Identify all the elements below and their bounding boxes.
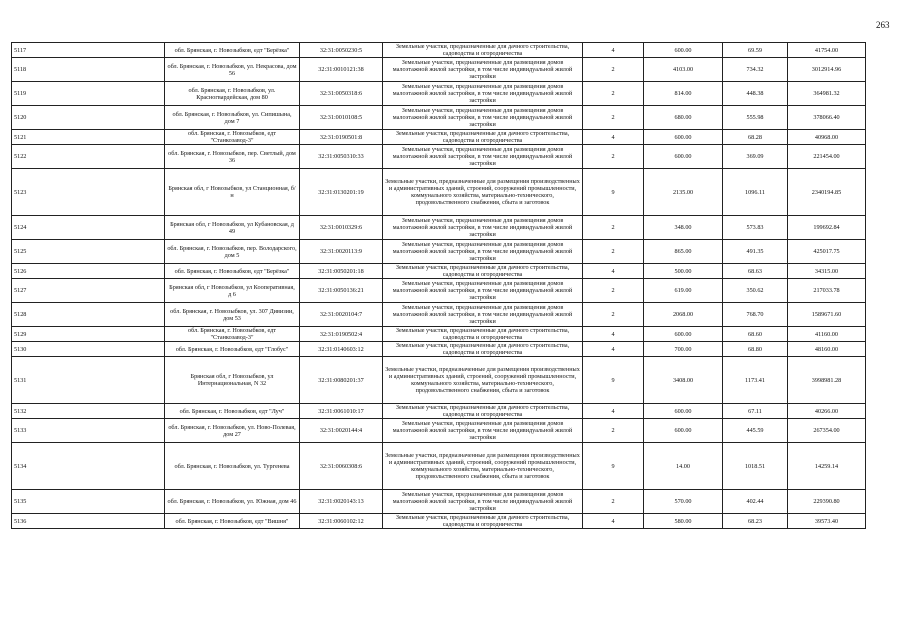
address-cell: обл. Брянская, г. Новозыбков, едт "Берёзка"	[165, 43, 300, 58]
table-row	[12, 342, 866, 357]
area-cell: 14.00	[644, 443, 723, 490]
land-use-cell: Земельные участки, предназначенные для размещения домов малоэтажной жилой застройки, в том числе индивидуальной жилой застройки	[383, 106, 583, 130]
cadastral-number-cell: 32:31:0020143:13	[300, 490, 383, 514]
land-use-cell: Земельные участки, предназначенные для дачного строительства, садоводства и огородничества	[383, 43, 583, 58]
address-cell: обл. Брянская, г. Новозыбков, едт "Берёзка"	[165, 264, 300, 279]
specific-value-cell: 68.60	[723, 327, 788, 342]
table-row	[12, 169, 866, 216]
cadastral-value-cell: 221454.00	[788, 145, 866, 169]
land-use-cell: Земельные участки, предназначенные для дачного строительства, садоводства и огородничества	[383, 514, 583, 529]
cadastral-value-cell: 3998981.28	[788, 357, 866, 404]
address-cell: обл. Брянская, г. Новозыбков, едт "Глобус"	[165, 342, 300, 357]
specific-value-cell: 68.28	[723, 130, 788, 145]
cadastral-value-cell: 364981.32	[788, 82, 866, 106]
category-code-cell: 9	[583, 169, 644, 216]
area-cell: 600.00	[644, 419, 723, 443]
table-row	[12, 216, 866, 240]
specific-value-cell: 402.44	[723, 490, 788, 514]
table-row	[12, 303, 866, 327]
area-cell: 619.00	[644, 279, 723, 303]
cadastral-number-cell: 32:31:0050310:33	[300, 145, 383, 169]
land-registry-table	[11, 42, 866, 529]
cadastral-number-cell: 32:31:0050230:5	[300, 43, 383, 58]
cadastral-value-cell: 229390.80	[788, 490, 866, 514]
cadastral-number-cell: 32:31:0140603:12	[300, 342, 383, 357]
row-number: 5117	[12, 43, 165, 58]
table-row	[12, 357, 866, 404]
land-use-cell: Земельные участки, предназначенные для размещения домов малоэтажной жилой застройки, в том числе индивидуальной жилой застройки	[383, 82, 583, 106]
table-row	[12, 443, 866, 490]
row-number: 5135	[12, 490, 165, 514]
cadastral-number-cell: 32:31:0060102:12	[300, 514, 383, 529]
table-row	[12, 43, 866, 58]
land-use-cell: Земельные участки, предназначенные для размещения домов малоэтажной жилой застройки, в том числе индивидуальной жилой застройки	[383, 58, 583, 82]
area-cell: 500.00	[644, 264, 723, 279]
cadastral-number-cell: 32:31:0050318:6	[300, 82, 383, 106]
cadastral-value-cell: 217033.78	[788, 279, 866, 303]
land-use-cell: Земельные участки, предназначенные для размещения домов малоэтажной жилой застройки, в том числе индивидуальной жилой застройки	[383, 145, 583, 169]
cadastral-value-cell: 378066.40	[788, 106, 866, 130]
specific-value-cell: 1096.11	[723, 169, 788, 216]
land-use-cell: Земельные участки, предназначенные для дачного строительства, садоводства и огородничества	[383, 264, 583, 279]
address-cell: обл. Брянская, г. Новозыбков, ул. Ново-Полевая, дом 27	[165, 419, 300, 443]
cadastral-value-cell: 48160.00	[788, 342, 866, 357]
cadastral-number-cell: 32:31:0010329:6	[300, 216, 383, 240]
cadastral-number-cell: 32:31:0190502:4	[300, 327, 383, 342]
area-cell: 2135.00	[644, 169, 723, 216]
cadastral-number-cell: 32:31:0050136:21	[300, 279, 383, 303]
specific-value-cell: 734.32	[723, 58, 788, 82]
table-row	[12, 240, 866, 264]
row-number: 5121	[12, 130, 165, 145]
specific-value-cell: 491.35	[723, 240, 788, 264]
category-code-cell: 2	[583, 240, 644, 264]
category-code-cell: 2	[583, 216, 644, 240]
specific-value-cell: 68.63	[723, 264, 788, 279]
page-number: 263	[876, 20, 890, 30]
table-row	[12, 130, 866, 145]
specific-value-cell: 69.59	[723, 43, 788, 58]
area-cell: 600.00	[644, 130, 723, 145]
table-row	[12, 404, 866, 419]
area-cell: 570.00	[644, 490, 723, 514]
specific-value-cell: 445.59	[723, 419, 788, 443]
category-code-cell: 2	[583, 303, 644, 327]
category-code-cell: 9	[583, 443, 644, 490]
category-code-cell: 2	[583, 106, 644, 130]
row-number: 5129	[12, 327, 165, 342]
area-cell: 348.00	[644, 216, 723, 240]
cadastral-number-cell: 32:31:0190501:8	[300, 130, 383, 145]
table-row	[12, 279, 866, 303]
category-code-cell: 4	[583, 327, 644, 342]
land-use-cell: Земельные участки, предназначенные для дачного строительства, садоводства и огородничества	[383, 327, 583, 342]
row-number: 5126	[12, 264, 165, 279]
row-number: 5119	[12, 82, 165, 106]
category-code-cell: 2	[583, 419, 644, 443]
category-code-cell: 2	[583, 490, 644, 514]
cadastral-number-cell: 32:31:0020113:9	[300, 240, 383, 264]
table-row	[12, 106, 866, 130]
row-number: 5123	[12, 169, 165, 216]
address-cell: Брянская обл, г Новозыбков, ул Станционная, б/н	[165, 169, 300, 216]
row-number: 5130	[12, 342, 165, 357]
land-use-cell: Земельные участки, предназначенные для размещения домов малоэтажной жилой застройки, в том числе индивидуальной жилой застройки	[383, 419, 583, 443]
area-cell: 4103.00	[644, 58, 723, 82]
address-cell: обл. Брянская, г. Новозыбков, ул. Красногвардейская, дом 80	[165, 82, 300, 106]
table-row	[12, 264, 866, 279]
category-code-cell: 4	[583, 43, 644, 58]
area-cell: 3408.00	[644, 357, 723, 404]
row-number: 5124	[12, 216, 165, 240]
cadastral-value-cell: 34315.00	[788, 264, 866, 279]
specific-value-cell: 768.70	[723, 303, 788, 327]
address-cell: обл. Брянская, г. Новозыбков, пер. Володарского, дом 5	[165, 240, 300, 264]
area-cell: 600.00	[644, 404, 723, 419]
address-cell: Брянская обл, г Новозыбков, ул Интернациональная, N 32	[165, 357, 300, 404]
specific-value-cell: 448.38	[723, 82, 788, 106]
table-row	[12, 490, 866, 514]
area-cell: 600.00	[644, 43, 723, 58]
area-cell: 600.00	[644, 145, 723, 169]
specific-value-cell: 1018.51	[723, 443, 788, 490]
category-code-cell: 4	[583, 342, 644, 357]
cadastral-number-cell: 32:31:0010108:5	[300, 106, 383, 130]
address-cell: обл. Брянская, г. Новозыбков, пер. Светлый, дом 36	[165, 145, 300, 169]
land-use-cell: Земельные участки, предназначенные для дачного строительства, садоводства и огородничества	[383, 404, 583, 419]
land-use-cell: Земельные участки, предназначенные для размещения домов малоэтажной жилой застройки, в том числе индивидуальной жилой застройки	[383, 303, 583, 327]
category-code-cell: 4	[583, 514, 644, 529]
area-cell: 680.00	[644, 106, 723, 130]
row-number: 5136	[12, 514, 165, 529]
cadastral-value-cell: 39573.40	[788, 514, 866, 529]
table-row	[12, 82, 866, 106]
specific-value-cell: 67.11	[723, 404, 788, 419]
cadastral-number-cell: 32:31:0050201:18	[300, 264, 383, 279]
cadastral-value-cell: 3012914.96	[788, 58, 866, 82]
table-body	[12, 43, 866, 529]
row-number: 5134	[12, 443, 165, 490]
row-number: 5128	[12, 303, 165, 327]
row-number: 5122	[12, 145, 165, 169]
category-code-cell: 4	[583, 264, 644, 279]
cadastral-number-cell: 32:31:0010121:38	[300, 58, 383, 82]
area-cell: 865.00	[644, 240, 723, 264]
cadastral-value-cell: 14259.14	[788, 443, 866, 490]
land-use-cell: Земельные участки, предназначенные для размещения домов малоэтажной жилой застройки, в том числе индивидуальной жилой застройки	[383, 216, 583, 240]
address-cell: Брянская обл, г Новозыбков, ул Кооперативная, д 6	[165, 279, 300, 303]
category-code-cell: 4	[583, 130, 644, 145]
land-use-cell: Земельные участки, предназначенные для размещения производственных и административных зданий, строений, сооружений промышленности, коммунального хозяйства, материально-технического, продовольственного снабжения, сбыта и заготовок	[383, 443, 583, 490]
specific-value-cell: 1173.41	[723, 357, 788, 404]
address-cell: обл. Брянская, г. Новозыбков, ул. 307 Дивизии, дом 53	[165, 303, 300, 327]
cadastral-number-cell: 32:31:0130201:19	[300, 169, 383, 216]
specific-value-cell: 573.83	[723, 216, 788, 240]
category-code-cell: 9	[583, 357, 644, 404]
specific-value-cell: 369.09	[723, 145, 788, 169]
table-row	[12, 419, 866, 443]
address-cell: обл. Брянская, г. Новозыбков, едт "Станкозавод-3"	[165, 327, 300, 342]
row-number: 5127	[12, 279, 165, 303]
land-use-cell: Земельные участки, предназначенные для размещения домов малоэтажной жилой застройки, в том числе индивидуальной жилой застройки	[383, 490, 583, 514]
row-number: 5133	[12, 419, 165, 443]
category-code-cell: 2	[583, 58, 644, 82]
land-use-cell: Земельные участки, предназначенные для дачного строительства, садоводства и огородничества	[383, 130, 583, 145]
cadastral-value-cell: 2340194.85	[788, 169, 866, 216]
cadastral-value-cell: 41754.00	[788, 43, 866, 58]
cadastral-value-cell: 267354.00	[788, 419, 866, 443]
address-cell: обл. Брянская, г. Новозыбков, едт "Вишня"	[165, 514, 300, 529]
area-cell: 580.00	[644, 514, 723, 529]
address-cell: обл. Брянская, г. Новозыбков, ул. Некрасова, дом 56	[165, 58, 300, 82]
row-number: 5125	[12, 240, 165, 264]
land-use-cell: Земельные участки, предназначенные для размещения производственных и административных зданий, строений, сооружений промышленности, коммунального хозяйства, материально-технического, продовольственного снабжения, сбыта и заготовок	[383, 169, 583, 216]
land-use-cell: Земельные участки, предназначенные для дачного строительства, садоводства и огородничества	[383, 342, 583, 357]
category-code-cell: 2	[583, 279, 644, 303]
area-cell: 700.00	[644, 342, 723, 357]
specific-value-cell: 350.62	[723, 279, 788, 303]
row-number: 5118	[12, 58, 165, 82]
cadastral-value-cell: 40266.00	[788, 404, 866, 419]
row-number: 5120	[12, 106, 165, 130]
cadastral-value-cell: 199692.84	[788, 216, 866, 240]
address-cell: обл. Брянская, г. Новозыбков, ул. Сипишына, дом 7	[165, 106, 300, 130]
table-row	[12, 514, 866, 529]
cadastral-number-cell: 32:31:0080201:37	[300, 357, 383, 404]
cadastral-number-cell: 32:31:0060308:6	[300, 443, 383, 490]
address-cell: обл. Брянская, г. Новозыбков, ул. Южная, дом 46	[165, 490, 300, 514]
land-use-cell: Земельные участки, предназначенные для размещения домов малоэтажной жилой застройки, в том числе индивидуальной жилой застройки	[383, 279, 583, 303]
cadastral-value-cell: 1589671.60	[788, 303, 866, 327]
cadastral-number-cell: 32:31:0061010:17	[300, 404, 383, 419]
row-number: 5132	[12, 404, 165, 419]
cadastral-value-cell: 41160.00	[788, 327, 866, 342]
specific-value-cell: 68.23	[723, 514, 788, 529]
specific-value-cell: 68.80	[723, 342, 788, 357]
address-cell: обл. Брянская, г. Новозыбков, едт "Станкозавод-3"	[165, 130, 300, 145]
address-cell: обл. Брянская, г. Новозыбков, ул. Тургенева	[165, 443, 300, 490]
cadastral-value-cell: 40968.00	[788, 130, 866, 145]
row-number: 5131	[12, 357, 165, 404]
area-cell: 2068.00	[644, 303, 723, 327]
table-row	[12, 145, 866, 169]
land-use-cell: Земельные участки, предназначенные для размещения домов малоэтажной жилой застройки, в том числе индивидуальной жилой застройки	[383, 240, 583, 264]
address-cell: обл. Брянская, г. Новозыбков, едт "Луч"	[165, 404, 300, 419]
table-row	[12, 327, 866, 342]
category-code-cell: 4	[583, 404, 644, 419]
area-cell: 814.00	[644, 82, 723, 106]
cadastral-number-cell: 32:31:0020144:4	[300, 419, 383, 443]
table-row	[12, 58, 866, 82]
category-code-cell: 2	[583, 82, 644, 106]
cadastral-number-cell: 32:31:0020104:7	[300, 303, 383, 327]
specific-value-cell: 555.98	[723, 106, 788, 130]
area-cell: 600.00	[644, 327, 723, 342]
cadastral-value-cell: 425017.75	[788, 240, 866, 264]
land-use-cell: Земельные участки, предназначенные для размещения производственных и административных зданий, строений, сооружений промышленности, коммунального хозяйства, материально-технического, продовольственного снабжения, сбыта и заготовок	[383, 357, 583, 404]
address-cell: Брянская обл, г Новозыбков, ул Кубановская, д 49	[165, 216, 300, 240]
category-code-cell: 2	[583, 145, 644, 169]
